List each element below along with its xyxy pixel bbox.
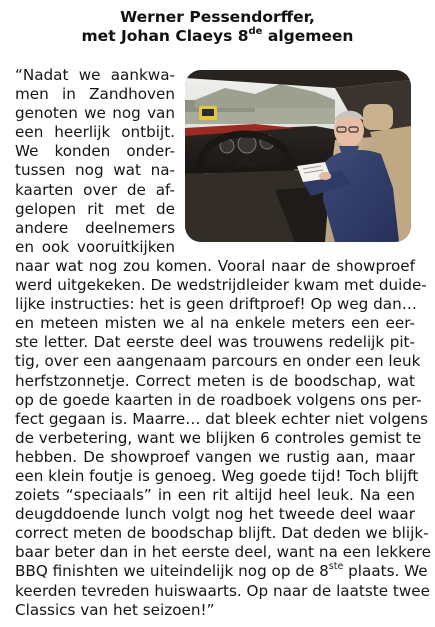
article-line: keerden tevreden huiswaarts. Op naar de laatste twee bbox=[15, 581, 430, 600]
article-closing-line: Classics van het seizoen!” bbox=[15, 600, 215, 619]
article-line: correct meten de boodschap blijft. Dat deden we blijk- bbox=[15, 524, 429, 543]
article-line: andere deelnemers bbox=[15, 218, 175, 237]
article-line: “Nadat we aankwa- bbox=[15, 66, 175, 84]
article-line: We konden onder- bbox=[15, 142, 175, 161]
article-line: zoiets “speciaals” in een rit altijd heel leuk. Na een bbox=[15, 486, 415, 505]
heading-line-2-suffix: algemeen bbox=[262, 27, 354, 45]
article-line-suffix: plaats. We bbox=[343, 562, 428, 581]
article-line: op de goede kaarten in de roadboek volgens ons per- bbox=[15, 390, 422, 409]
article-line: naar wat nog zou komen. Vooral naar de showproef bbox=[15, 256, 415, 275]
heading-line-2 bbox=[0, 27, 435, 46]
article-heading bbox=[0, 8, 435, 46]
article-line: ste letter. Dat eerste deel was trouwens redelijk pit- bbox=[15, 333, 415, 352]
article-line: gelopen rit met de bbox=[15, 199, 175, 218]
article-line-text: BBQ finishten we uiteindelijk nog op de 8 bbox=[15, 562, 329, 581]
article-line: lijke instructies: het is geen driftproef! Op weg dan… bbox=[15, 295, 417, 314]
article-line: men in Zandhoven bbox=[15, 85, 175, 104]
article-line: werd uitgekeken. De wedstrijdleider kwam met duide- bbox=[15, 276, 427, 295]
article-line: een klein foutje is genoeg. Weg goede tijd! Toch blijft bbox=[15, 466, 419, 485]
article-line: en ook vooruitkijken bbox=[15, 237, 175, 256]
article-line: tig, over een aangenaam parcours en onder een leuk bbox=[15, 352, 421, 371]
heading-line-1: Werner Pessendorffer, bbox=[120, 8, 315, 26]
article-line: en meteen misten we al na enkele meters een eer- bbox=[15, 314, 415, 333]
article-line: de verbetering, want we blijken 6 controles gemist te bbox=[15, 428, 422, 447]
article-line: fect gegaan is. Maarre… dat bleek echter niet volgens bbox=[15, 409, 428, 428]
article-line-with-superscript bbox=[15, 561, 428, 581]
article-line: kaarten over de af- bbox=[15, 180, 175, 199]
article-line: een heerlijk ontbijt. bbox=[15, 123, 175, 142]
heading-superscript: de bbox=[248, 25, 263, 37]
article-line: herfstzonnetje. Correct meten is de boodschap, wat bbox=[15, 371, 415, 390]
article-line: deugddoende lunch volgt nog het tweede deel waar bbox=[15, 505, 415, 524]
article-line: hebben. De showproef vangen we rustig aan, maar bbox=[15, 447, 415, 466]
article-line: baar beter dan in het eerste deel, want na een lekkere bbox=[15, 543, 431, 562]
ordinal-superscript: ste bbox=[328, 561, 344, 573]
article-line: genoten we nog van bbox=[15, 104, 175, 123]
heading-line-2-text: met Johan Claeys 8 bbox=[81, 27, 249, 45]
article-line: tussen nog wat na- bbox=[15, 161, 175, 180]
article-body bbox=[15, 66, 431, 620]
